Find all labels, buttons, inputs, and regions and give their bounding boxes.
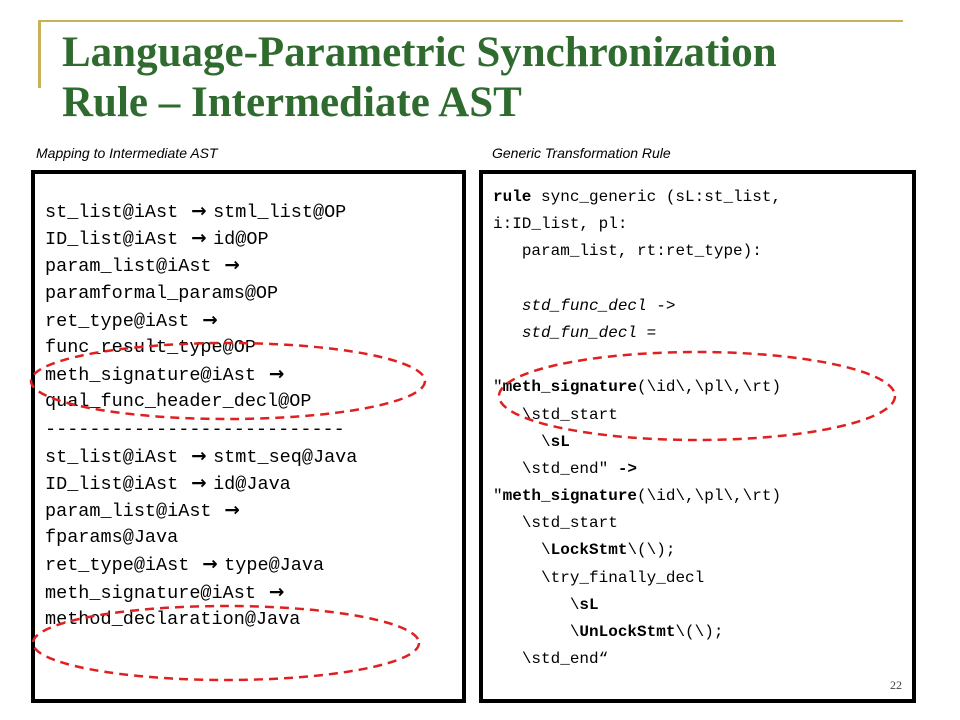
mapping-line [45, 416, 357, 443]
target-node: id@Java [213, 473, 291, 495]
header-accent-bar [38, 20, 41, 88]
arrow-icon: → [178, 472, 214, 494]
rule-code [493, 184, 781, 673]
rule-line [493, 347, 781, 374]
rule-token: std_fun_decl = [521, 323, 657, 342]
header-accent-line [38, 20, 903, 22]
mapping-line [45, 579, 357, 606]
page-number: 22 [890, 678, 902, 692]
arrow-icon: → [178, 201, 214, 222]
rule-token: sL [550, 432, 570, 451]
slide-title [62, 28, 942, 128]
source-node: ID_list@iAst [45, 229, 179, 251]
rule-line [493, 211, 781, 238]
source-node: param_list@iAst [45, 501, 212, 523]
arrow-icon: → [211, 500, 247, 522]
rule-line [493, 320, 781, 347]
transformation-rule-panel [479, 170, 916, 703]
rule-token: LockStmt [550, 541, 628, 560]
target-node: --------------------------- [45, 418, 345, 440]
rule-token: meth_signature [502, 378, 638, 397]
rule-token: UnLockStmt [579, 623, 676, 641]
mapping-line [45, 225, 357, 252]
mapping-line [45, 388, 357, 415]
arrow-icon: → [255, 364, 291, 386]
rule-token: meth_signature [502, 487, 638, 506]
rule-token: std_func_decl -> [521, 296, 676, 315]
rule-token: sL [579, 595, 599, 614]
mapping-line [45, 470, 357, 497]
mapping-line [45, 361, 357, 388]
target-node: id@OP [213, 229, 269, 251]
arrow-icon: → [178, 445, 214, 467]
target-node: method_declaration@Java [45, 608, 301, 630]
mapping-line [45, 497, 357, 524]
mapping-line [45, 280, 357, 307]
source-node: ret_type@iAst [45, 555, 190, 577]
mapping-line [45, 443, 357, 470]
arrow-icon: → [178, 228, 214, 250]
mapping-line [45, 307, 357, 334]
rule-token: -> [617, 459, 638, 478]
rule-line [493, 483, 781, 510]
rule-line [493, 374, 781, 401]
rule-line [493, 510, 781, 537]
target-node: qual_func_header_decl@OP [45, 391, 312, 413]
rule-token: \(\); [627, 541, 676, 560]
title-line-1: Language-Parametric Synchronization [62, 29, 777, 76]
rule-token: \std_end" [521, 459, 618, 478]
mapping-line [45, 524, 357, 551]
rule-token: param_list, rt:ret_type): [521, 242, 762, 261]
source-node: meth_signature@iAst [45, 365, 256, 387]
arrow-icon: → [211, 255, 247, 277]
source-node: ID_list@iAst [45, 473, 179, 495]
rule-token: i:ID_list, pl: [493, 215, 628, 234]
rule-token: \ [541, 541, 551, 560]
target-node: stml_list@OP [213, 202, 347, 223]
mapping-line [45, 551, 357, 578]
rule-token: sync_generic (sL:st_list, [531, 188, 782, 206]
rule-token: (\id\,\pl\,\rt) [637, 378, 782, 397]
source-node: ret_type@iAst [45, 310, 190, 332]
mapping-line [45, 198, 357, 225]
target-node: type@Java [224, 555, 325, 577]
source-node: st_list@iAst [45, 446, 179, 468]
rule-line [493, 619, 781, 646]
rule-line [493, 456, 781, 483]
mapping-line [45, 252, 357, 279]
rule-line [493, 266, 781, 293]
rule-line [493, 537, 781, 564]
rule-token: " [493, 487, 503, 506]
rule-token: " [493, 378, 503, 397]
rule-line [493, 646, 781, 673]
rule-line [493, 429, 781, 456]
rule-token: \std_start [521, 405, 618, 424]
source-node: param_list@iAst [45, 256, 212, 278]
arrow-icon: → [255, 581, 291, 603]
target-node: paramformal_params@OP [45, 282, 279, 304]
rule-line [493, 565, 781, 592]
rule-token: \(\); [675, 623, 724, 641]
arrow-icon: → [189, 309, 225, 331]
mapping-line [45, 334, 357, 361]
source-node: meth_signature@iAst [45, 582, 256, 604]
rule-line [493, 592, 781, 619]
rule-token: \ [569, 623, 580, 641]
mapping-panel [31, 170, 466, 703]
target-node: fparams@Java [45, 527, 179, 549]
mapping-line [45, 606, 357, 633]
target-node: stmt_seq@Java [213, 446, 358, 468]
rule-token: \std_start [521, 514, 618, 533]
rule-line [493, 402, 781, 429]
rule-line [493, 238, 781, 265]
arrow-icon: → [189, 554, 225, 576]
rule-token: (\id\,\pl\,\rt) [637, 487, 782, 506]
mapping-code [45, 198, 357, 633]
rule-token: \ [569, 595, 580, 614]
source-node: st_list@iAst [45, 202, 179, 223]
rule-token: \std_end“ [521, 650, 609, 669]
rule-token: \try_finally_decl [541, 568, 705, 587]
right-caption: Generic Transformation Rule [492, 145, 671, 161]
target-node: func_result_type@OP [45, 336, 256, 358]
title-line-2: Rule – Intermediate AST [62, 79, 522, 126]
left-caption: Mapping to Intermediate AST [36, 145, 218, 161]
rule-token: \ [541, 432, 551, 451]
rule-line [493, 293, 781, 320]
rule-line [493, 184, 781, 211]
rule-token: rule [493, 188, 532, 206]
